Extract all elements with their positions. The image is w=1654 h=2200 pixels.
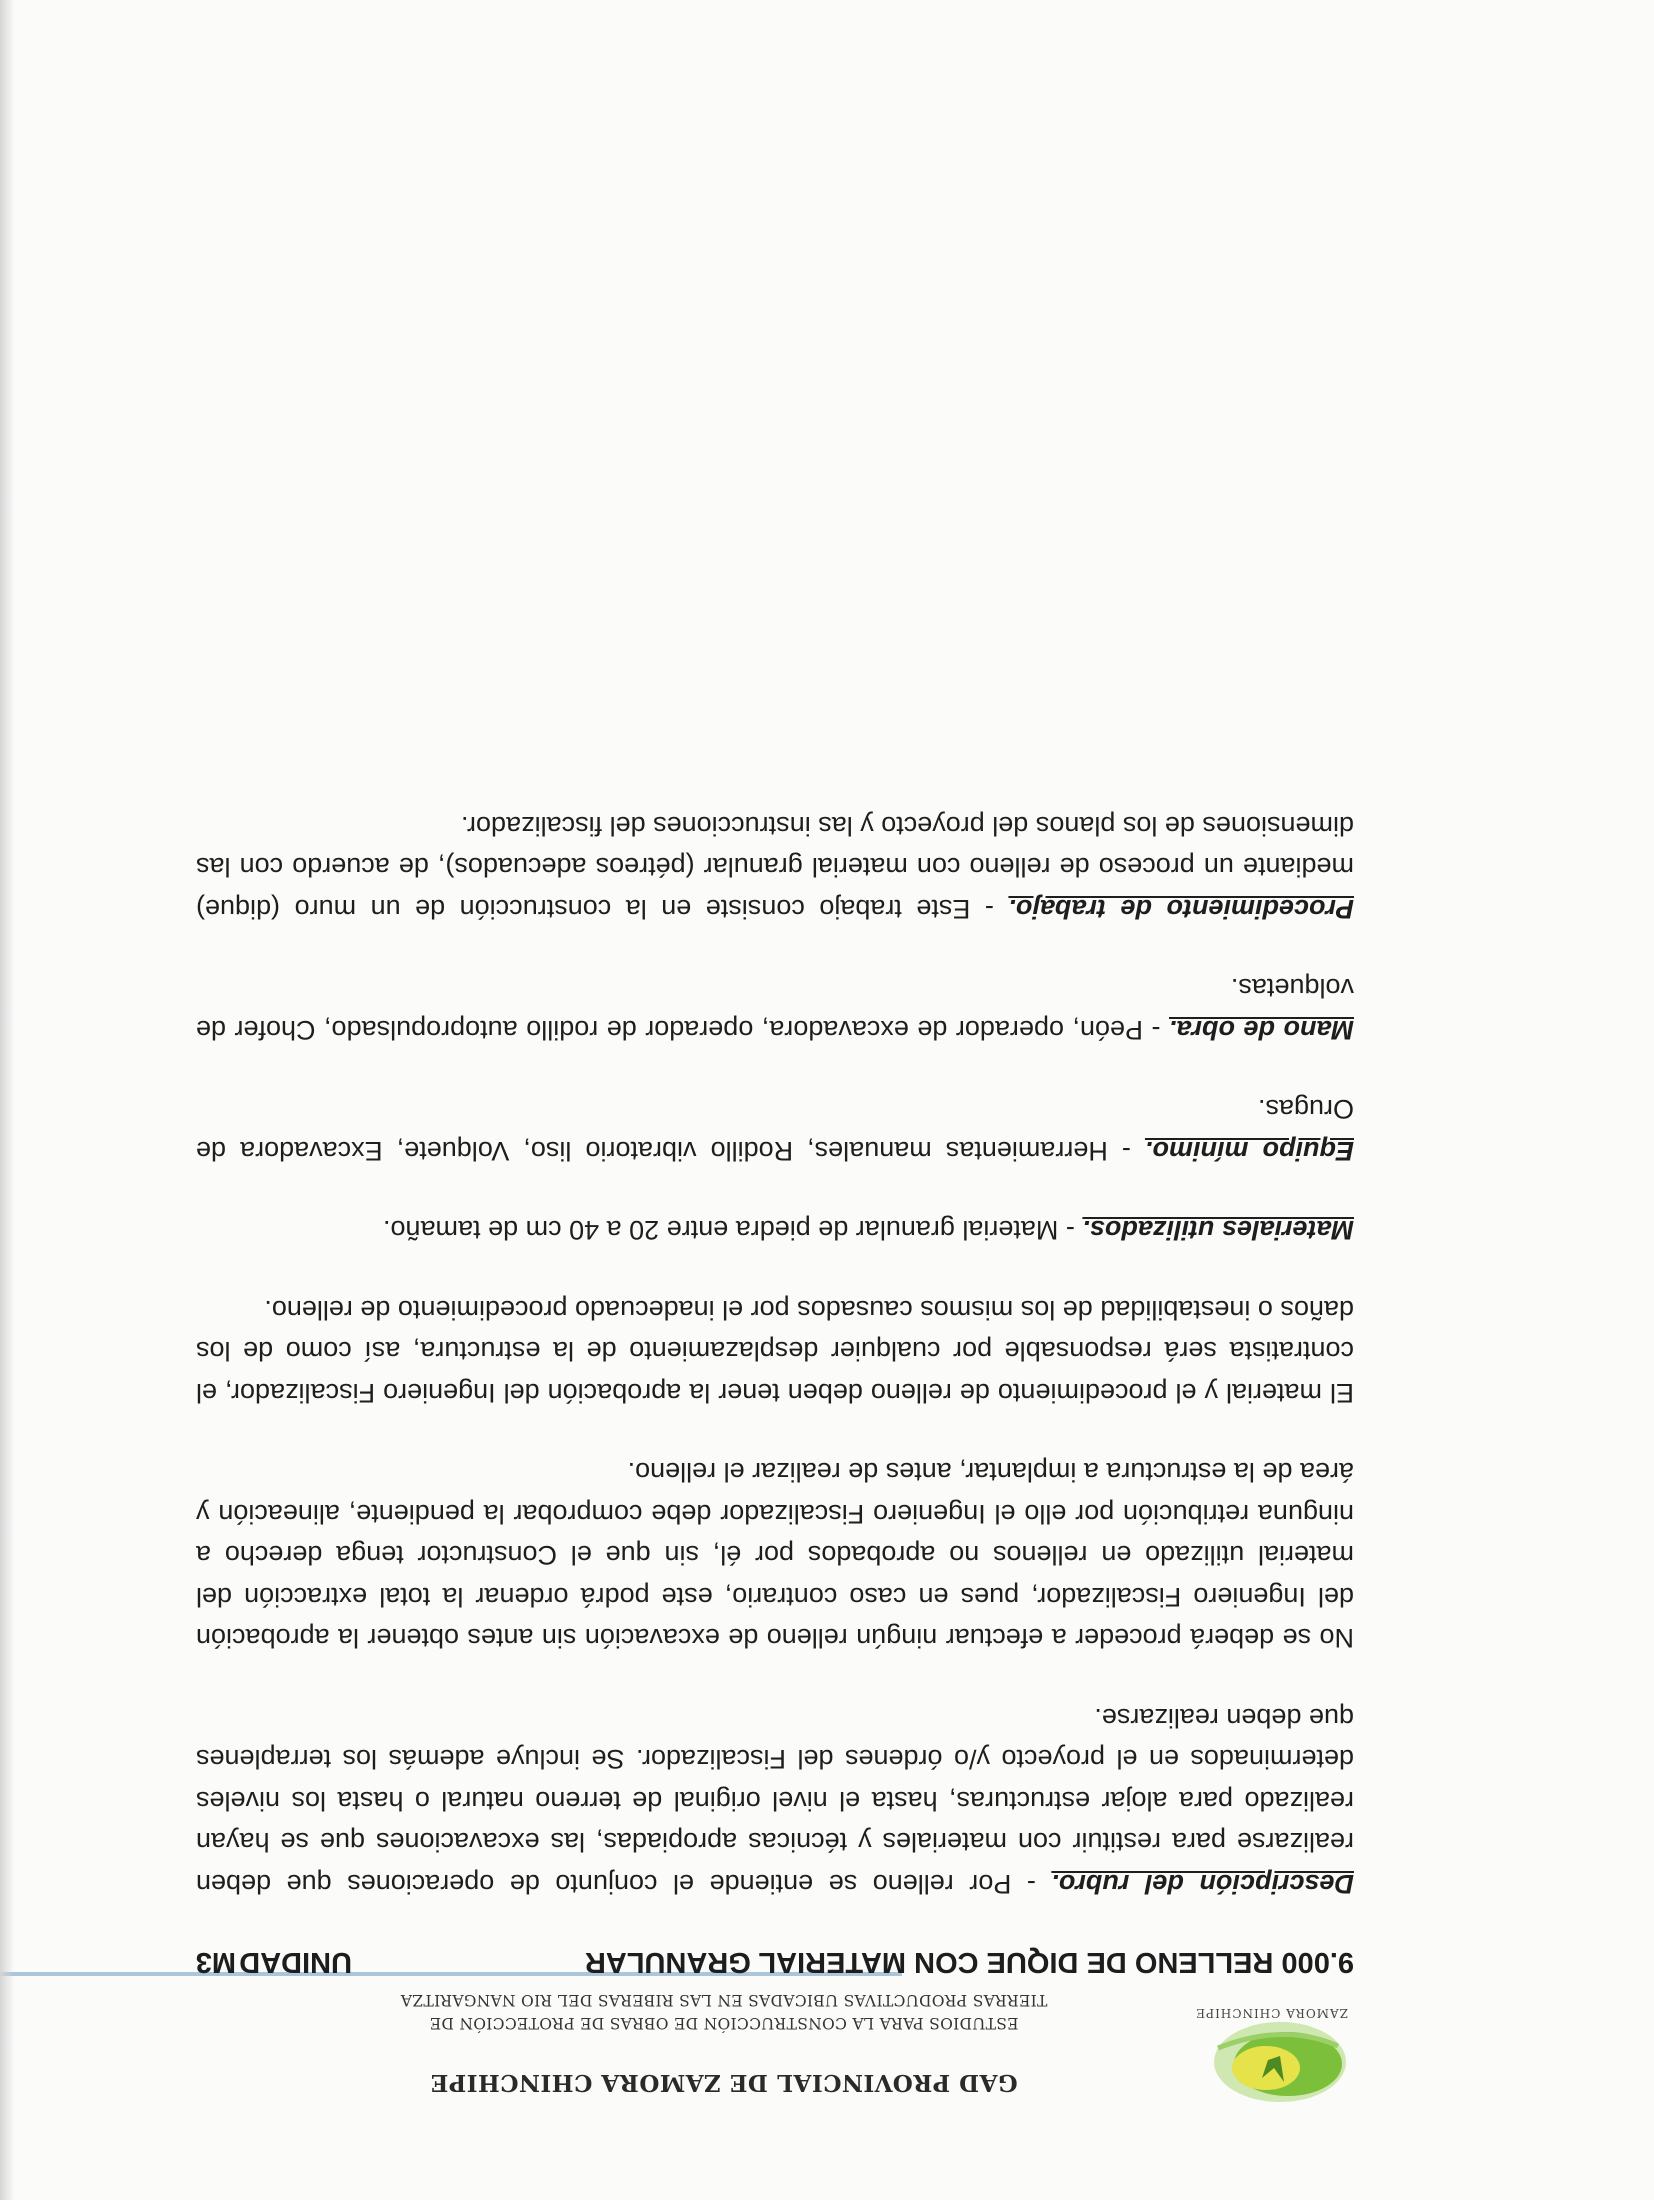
project-subtitle-line-2: TIERRAS PRODUCTIVAS UBICADAS EN LAS RIBERAS DEL RIO NANGARITZA — [400, 1991, 1048, 2009]
paragraph-mano-de-obra — [196, 967, 1354, 1050]
logo-caption: ZAMORA CHINCHIPE — [1195, 2006, 1348, 2020]
org-title: GAD PROVINCIAL DE ZAMORA CHINCHIPE — [430, 2069, 1018, 2096]
section-heading — [195, 1932, 1354, 1978]
scan-edge-shadow — [0, 0, 14, 2200]
text-mano-de-obra: - Peón, operador de excavadora, operador de rodillo autopropulsado, Chofer de volquetas. — [195, 973, 1354, 1045]
label-materiales: Materiales utilizados. — [1082, 1215, 1354, 1246]
text-descripcion: - Por relleno se entiende el conjunto de operaciones que deben realizarse para restituir con materiales y técnicas apropiadas, las excavaciones que se hayan realizado para alojar estructuras, hasta el nivel original de terreno natural o hasta los niveles determinados en el proyecto y/o órdenes del Fiscalizador. Se incluye además los terraplenes que deben realizarse. — [196, 1703, 1354, 1899]
paragraph-equipo — [196, 1088, 1354, 1171]
paragraph-responsabilidad: El material y el procedimiento de relleno deben tener la aprobación del Ingeniero Fiscalizador, el contratista será responsable por cualquier desplazamiento de la estructura, así como de los daños o inestabilidad de los mismos causados por el inadecuado procedimiento de relleno. — [196, 1295, 1354, 1408]
unit-label: UNIDAD — [239, 1946, 352, 1978]
label-mano-de-obra: Mano de obra. — [1169, 1015, 1354, 1045]
text-materiales: - Material granular de piedra entre 20 a 40 cm de tamaño. — [383, 1215, 1083, 1246]
gad-zamora-logo — [1204, 2008, 1354, 2108]
project-subtitle-line-1: ESTUDIOS PARA LA CONSTRUCCIÓN DE OBRAS DE PROTECCIÓN DE — [429, 2014, 1019, 2032]
section-title: 9.000 RELLENO DE DIQUE CON MATERIAL GRANULAR — [584, 1946, 1354, 1978]
paragraph-aprobacion: No se deberá proceder a efectuar ningún relleno de excavación sin antes obtener la aprobación del Ingeniero Fiscalizador, pues en caso contrario, este podrá ordenar la total extracción del material utilizado en rellenos no aprobados por él, sin que el Constructor tenga derecho a ninguna retribución por ello el Ingeniero Fiscalizador debe comprobar la pendiente, alineación y área de la estructura a implantar, antes de realizar el relleno. — [196, 1457, 1354, 1654]
label-procedimiento: Procedimiento de trabajo. — [1008, 894, 1354, 924]
document-body — [196, 767, 1354, 1905]
paragraph-materiales — [196, 1209, 1354, 1251]
text-equipo: - Herramientas manuales, Rodillo vibratorio liso, Volquete, Excavadora de Orugas. — [196, 1094, 1354, 1166]
unit-value: M3 — [195, 1946, 236, 1978]
text-procedimiento: - Este trabajo consiste en la construcción de un muro (dique) mediante un proceso de relleno con material granular (pétreos adecuados), de acuerdo con las dimensiones de los planos del proyecto y las instrucciones del fiscalizador. — [196, 811, 1354, 924]
label-descripcion: Descripción del rubro. — [1051, 1869, 1354, 1899]
document-header — [274, 1958, 1354, 2108]
paragraph-procedimiento — [196, 805, 1354, 930]
paragraph-descripcion — [196, 1697, 1354, 1905]
label-equipo: Equipo mínimo. — [1144, 1136, 1354, 1166]
